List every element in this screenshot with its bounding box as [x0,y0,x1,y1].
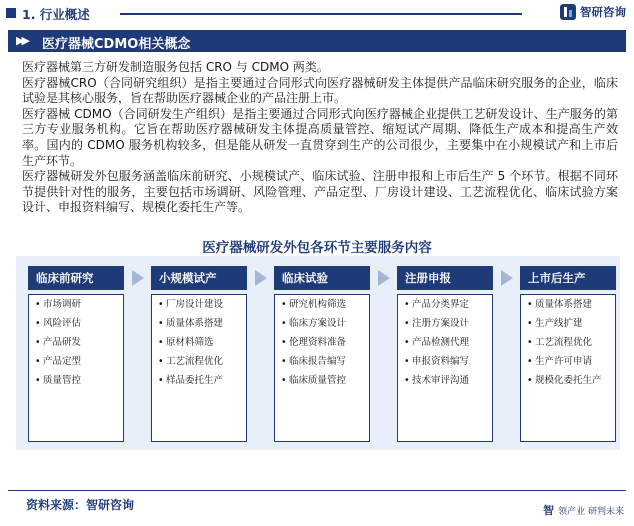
bullet-icon: • [35,299,41,310]
arrow-right-icon [255,270,267,286]
list-item [158,318,240,330]
stage-header: 临床前研究 [28,266,124,290]
bullet-icon: • [158,318,164,329]
bullet-icon: • [158,356,164,367]
footer-slogan: 领产业 研判未来 [558,506,624,517]
bullet-icon: • [281,356,287,367]
list-item-label: 产品分类界定 [412,299,470,310]
stage-header: 注册申报 [397,266,493,290]
list-item [404,375,486,387]
list-item-label: 临床质量管控 [289,375,347,386]
diagram-title: 医疗器械研发外包各环节主要服务内容 [202,240,432,256]
list-item-label: 注册方案设计 [412,318,470,329]
paragraph: 医疗器械第三方研发制造服务包括 CRO 与 CDMO 两类。 [22,60,329,74]
double-chevron-icon: ▶▶ [16,34,27,47]
list-item-label: 市场调研 [43,299,82,310]
brand-name: 智研咨询 [580,5,626,19]
list-item-label: 质量体系搭建 [166,318,224,329]
bullet-icon: • [158,299,164,310]
bullet-icon: • [527,356,533,367]
stage-items-box [397,294,493,442]
stage-items-box [274,294,370,442]
stage-items-box [520,294,616,442]
brand-logo-icon [560,4,576,20]
bullet-icon: • [281,337,287,348]
list-item [527,299,609,311]
arrow-right-icon [378,270,390,286]
paragraph: 医疗器械CRO（合同研究组织）是指主要通过合同形式向医疗器械研发主体提供产品临床研究服务的企业，临床试验是其核心服务，旨在帮助医疗器械企业的产品注册上市。 [22,75,618,106]
list-item [281,375,363,387]
bullet-icon: • [35,375,41,386]
bullet-icon: • [281,299,287,310]
list-item [404,318,486,330]
bullet-icon: • [527,337,533,348]
list-item [35,356,117,368]
list-item-label: 产品定型 [43,356,82,367]
list-item-label: 生产线扩建 [535,318,583,329]
bullet-icon: • [404,299,410,310]
stage-items-box [28,294,124,442]
list-item [281,356,363,368]
list-item [527,318,609,330]
list-item [35,337,117,349]
list-item [35,375,117,387]
list-item [35,318,117,330]
bullet-icon: • [281,318,287,329]
list-item [281,299,363,311]
bullet-icon: • [527,299,533,310]
section-label: 1. 行业概述 [22,7,90,22]
list-item [527,375,609,387]
list-item [158,337,240,349]
list-item [281,337,363,349]
list-item-label: 风险评估 [43,318,82,329]
list-item-label: 样品委托生产 [166,375,224,386]
page-title: 医疗器械CDMO相关概念 [42,37,191,52]
list-item-label: 临床方案设计 [289,318,347,329]
bullet-icon: • [527,375,533,386]
arrow-right-icon [501,270,513,286]
list-item [35,299,117,311]
list-item-label: 原材料筛选 [166,337,214,348]
list-item-label: 伦理资料准备 [289,337,347,348]
list-item [527,337,609,349]
top-bar [0,0,634,26]
list-item-label: 质量管控 [43,375,82,386]
stage-2 [151,266,247,442]
source-note: 资料来源：智研咨询 [26,498,135,512]
list-item [158,375,240,387]
stage-5 [520,266,616,442]
bullet-icon: • [281,375,287,386]
list-item-label: 产品检测代理 [412,337,470,348]
list-item-label: 工艺流程优化 [166,356,224,367]
bullet-icon: • [35,337,41,348]
title-banner [8,30,626,52]
stage-header: 临床试验 [274,266,370,290]
bullet-icon: • [35,318,41,329]
list-item [158,356,240,368]
bullet-icon: • [35,356,41,367]
stage-header: 小规模试产 [151,266,247,290]
footer-logo-word: 智 [543,504,555,517]
list-item [404,337,486,349]
list-item-label: 申报资料编写 [412,356,470,367]
list-item-label: 规模化委托生产 [535,375,602,386]
bullet-icon: • [404,356,410,367]
list-item-label: 产品研发 [43,337,82,348]
body-text [22,60,618,216]
bullet-icon: • [158,337,164,348]
list-item-label: 生产许可申请 [535,356,593,367]
stage-4 [397,266,493,442]
list-item [158,299,240,311]
stage-1 [28,266,124,442]
list-item-label: 质量体系搭建 [535,299,593,310]
bullet-icon: • [404,375,410,386]
list-item-label: 厂房设计建设 [166,299,224,310]
stage-3 [274,266,370,442]
section-marker-icon [6,8,16,18]
stage-items-box [151,294,247,442]
list-item [281,318,363,330]
bullet-icon: • [158,375,164,386]
footer-logo [543,502,624,518]
stage-header: 上市后生产 [520,266,616,290]
footer-rule [8,490,626,491]
bullet-icon: • [404,337,410,348]
header-rule [120,13,522,15]
brand [560,4,626,20]
paragraph: 医疗器械研发外包服务涵盖临床前研究、小规模试产、临床试验、注册申报和上市后生产 5 个环节。根据不同环节提供针对性的服务，主要包括市场调研、风险管理、产品定型、厂房设计建设、工艺流程优化、临床试验方案设计、申报资料编写、规模化委托生产等。 [22,169,618,215]
paragraph: 医疗器械 CDMO（合同研发生产组织）是指主要通过合同形式向医疗器械企业提供工艺研发设计、生产服务的第三方专业服务机构。它旨在帮助医疗器械研发主体提高质量管控、缩短试产周期、降低生产成本和提高生产效率。国内的 CDMO 服务机构较多，但是能从研发一直贯穿到生产的公司很少，主要集中在小规模试产和上市后生产环节。 [22,106,618,168]
list-item-label: 研究机构筛选 [289,299,347,310]
list-item [404,299,486,311]
list-item-label: 技术审评沟通 [412,375,470,386]
list-item-label: 工艺流程优化 [535,337,593,348]
list-item [527,356,609,368]
arrow-right-icon [132,270,144,286]
list-item [404,356,486,368]
list-item-label: 临床报告编写 [289,356,347,367]
bullet-icon: • [527,318,533,329]
bullet-icon: • [404,318,410,329]
